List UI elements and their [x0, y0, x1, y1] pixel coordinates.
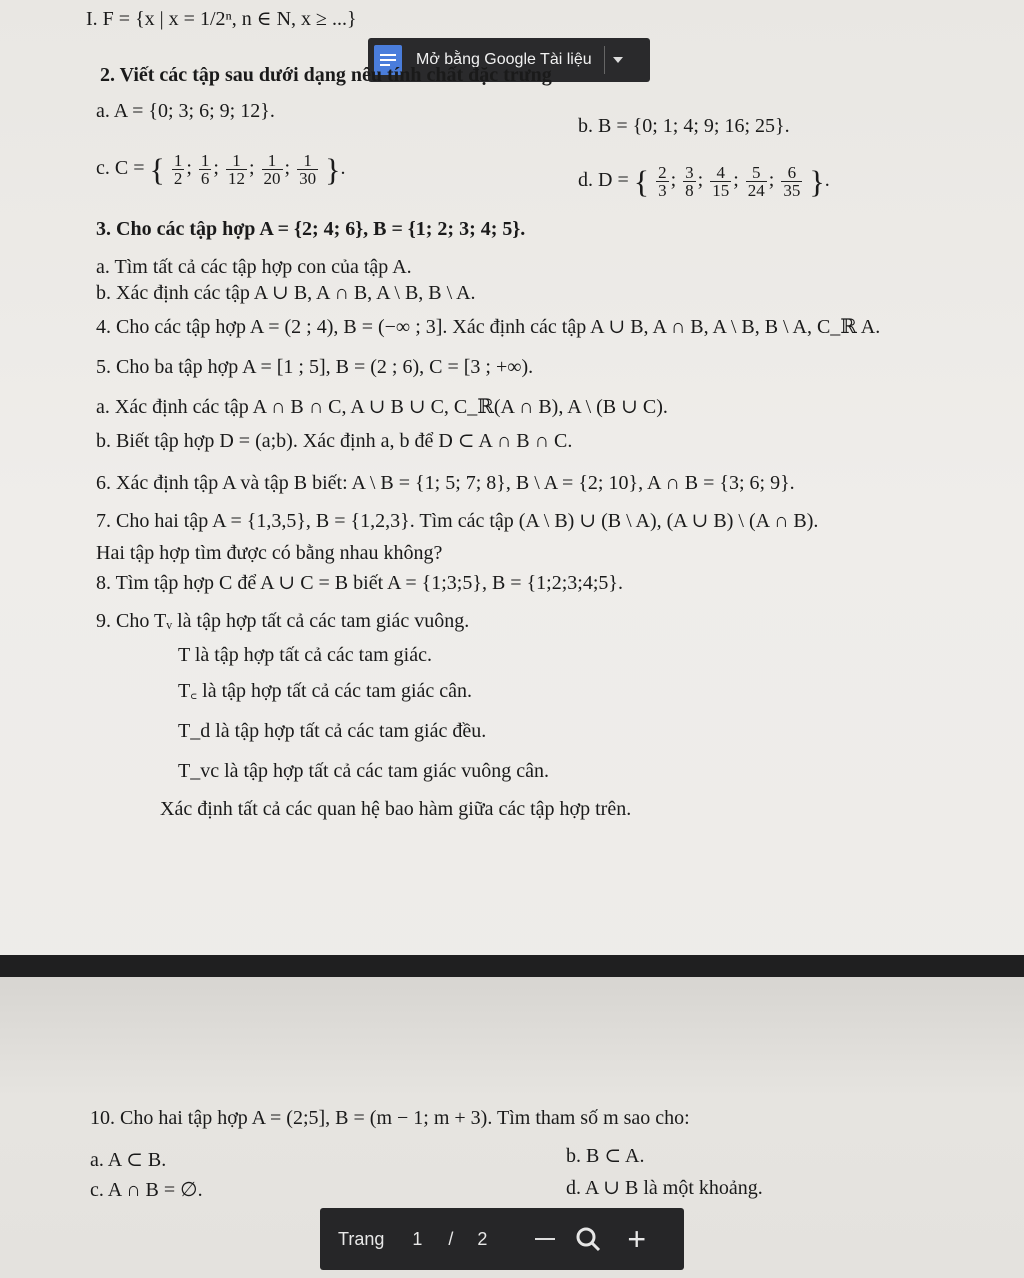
zoom-icon[interactable]	[573, 1224, 603, 1254]
page-navigation-toolbar	[320, 1208, 684, 1270]
question-6: 6. Xác định tập A và tập B biết: A \ B = {1; 5; 7; 8}, B \ A = {2; 10}, A ∩ B = {3; 6; 9}.	[96, 472, 795, 494]
total-pages: 2	[477, 1228, 488, 1249]
question-2d-prefix: d. D =	[578, 169, 629, 192]
question-9-td: T_d là tập hợp tất cả các tam giác đều.	[178, 720, 487, 742]
open-with-google-docs-label: Mở bằng Google Tài liệu	[416, 51, 592, 68]
question-2b: b. B = {0; 1; 4; 9; 16; 25}.	[578, 115, 790, 137]
question-3b: b. Xác định các tập A ∪ B, A ∩ B, A \ B, B \ A.	[96, 282, 476, 304]
fraction: $\frac{3}{8}$	[685, 163, 694, 200]
fraction: $\frac{1}{6}$	[200, 151, 210, 188]
fraction: $\frac{6}{35}$	[783, 163, 801, 200]
fraction: $\frac{5}{24}$	[747, 163, 765, 200]
zoom-out-icon[interactable]	[535, 1238, 555, 1240]
question-2a: a. A = {0; 3; 6; 9; 12}.	[96, 100, 275, 122]
question-3a: a. Tìm tất cả các tập hợp con của tập A.	[96, 256, 412, 278]
fraction: $\frac{1}{12}$	[227, 151, 245, 188]
fraction: $\frac{1}{30}$	[299, 151, 317, 188]
question-8: 8. Tìm tập hợp C để A ∪ C = B biết A = {1;3;5}, B = {1;2;3;4;5}.	[96, 572, 624, 594]
fraction: $\frac{4}{15}$	[712, 163, 730, 200]
question-9-task: Xác định tất cả các quan hệ bao hàm giữa các tập hợp trên.	[160, 798, 632, 820]
question-5b: b. Biết tập hợp D = (a;b). Xác định a, b để D ⊂ A ∩ B ∩ C.	[96, 430, 573, 452]
question-7-followup: Hai tập hợp tìm được có bằng nhau không?	[96, 542, 443, 564]
question-10c: c. A ∩ B = ∅.	[90, 1179, 203, 1201]
question-10: 10. Cho hai tập hợp A = (2;5], B = (m − 1; m + 3). Tìm tham số m sao cho:	[90, 1107, 690, 1129]
separator	[604, 46, 605, 74]
fraction: $\frac{1}{2}$	[173, 151, 183, 188]
line-item-1: I. F = {x | x = 1/2ⁿ, n ∈ N, x ≥ ...}	[86, 8, 357, 30]
question-9-t: T là tập hợp tất cả các tam giác.	[178, 644, 432, 666]
question-10d: d. A ∪ B là một khoảng.	[566, 1177, 763, 1199]
question-2d: d. D = { $\frac{2}{3}$ ; $\frac{3}{8}$ ; $\frac{4}{15}$ ; $\frac{5}{24}$ ; $\frac{6}{35}$ }.	[578, 163, 830, 200]
question-5a: a. Xác định các tập A ∩ B ∩ C, A ∪ B ∪ C, C_ℝ(A ∩ B), A \ (B ∪ C).	[96, 396, 668, 418]
page-label: Trang	[338, 1228, 385, 1249]
question-9-tvc: T_vc là tập hợp tất cả các tam giác vuông cân.	[178, 760, 549, 782]
fraction: $\frac{2}{3}$	[658, 163, 667, 200]
page-separator-slash: /	[448, 1228, 454, 1249]
chevron-down-icon[interactable]	[613, 57, 623, 63]
current-page[interactable]: 1	[412, 1228, 423, 1249]
question-9-tc: T꜀ là tập hợp tất cả các tam giác cân.	[178, 680, 473, 702]
page-separator	[0, 955, 1024, 977]
question-10b: b. B ⊂ A.	[566, 1145, 645, 1167]
question-3: 3. Cho các tập hợp A = {2; 4; 6}, B = {1; 2; 3; 4; 5}.	[96, 218, 526, 240]
question-2c-prefix: c. C =	[96, 157, 145, 180]
question-2c: c. C = { $\frac{1}{2}$ ; $\frac{1}{6}$ ; $\frac{1}{12}$ ; $\frac{1}{20}$ ; $\frac{1}{30}$ }.	[96, 151, 346, 188]
question-7: 7. Cho hai tập A = {1,3,5}, B = {1,2,3}. Tìm các tập (A \ B) ∪ (B \ A), (A ∪ B) \ (A ∩ B).	[96, 510, 819, 532]
question-4: 4. Cho các tập hợp A = (2 ; 4), B = (−∞ ; 3]. Xác định các tập A ∪ B, A ∩ B, A \ B, B \ A, C_ℝ A.	[96, 316, 881, 338]
question-10a: a. A ⊂ B.	[90, 1149, 167, 1171]
question-5: 5. Cho ba tập hợp A = [1 ; 5], B = (2 ; 6), C = [3 ; +∞).	[96, 356, 534, 378]
question-9: 9. Cho Tᵥ là tập hợp tất cả các tam giác vuông.	[96, 610, 470, 632]
question-2: 2. Viết các tập sau dưới dạng nêu tính chất đặc trưng	[100, 64, 552, 86]
fraction: $\frac{1}{20}$	[263, 151, 281, 188]
zoom-in-icon[interactable]: +	[627, 1221, 647, 1257]
